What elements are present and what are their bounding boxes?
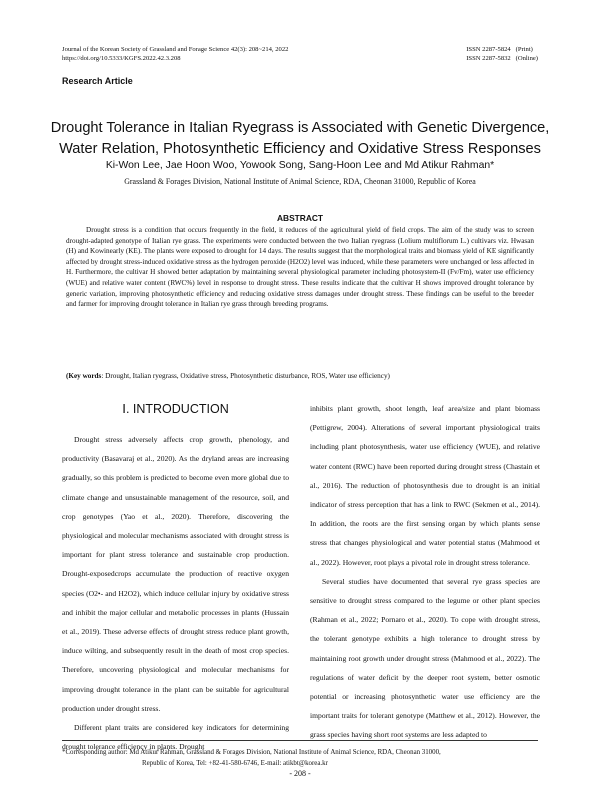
right-column bbox=[310, 399, 540, 745]
issn-online: ISSN 2287-5832 (Online) bbox=[466, 55, 538, 62]
paragraph: inhibits plant growth, shoot length, leaf area/size and plant biomass (Pettigrew, 2004). Alterations of several important physiological traits including plant photosynthesis, water use efficiency (WUE), and relative water content (RWC) have been reported during drought stress (Chastain et al., 2016). The reduction of photosynthesis due to drought is an initial indicator of stress perception that has a link to RWC (Sekmen et al., 2014). In addition, the roots are the first sensing organ by which plants sense stress that changes physiological and water potential status (Mahmood et al., 2022). However, root plays a pivotal role in drought stress tolerance. bbox=[310, 404, 540, 567]
affiliation: Grassland & Forages Division, National Institute of Animal Science, RDA, Cheonan 31000, Republic of Korea bbox=[124, 177, 476, 186]
paragraph: Different plant traits are considered key indicators for determining drought tolerance efficiency in plants. Drought bbox=[62, 723, 289, 752]
footnote-line-1: *Corresponding author: Md Atikur Rahman, Grassland & Forages Division, National Institute of Animal Science, RDA, Cheonan 31000, bbox=[62, 749, 441, 756]
abstract-heading: ABSTRACT bbox=[276, 213, 324, 223]
title-line-2: Water Relation, Photosynthetic Efficiency and Oxidative Stress Responses bbox=[59, 141, 541, 157]
title-line-1: Drought Tolerance in Italian Ryegrass is Associated with Genetic Divergence, bbox=[50, 120, 550, 136]
keywords bbox=[66, 371, 534, 381]
left-column bbox=[62, 400, 289, 756]
keywords-list: : Drought, Italian ryegrass, Oxidative stress, Photosynthetic disturbance, ROS, Water use efficiency) bbox=[101, 372, 390, 380]
keywords-label: (Key words bbox=[66, 372, 102, 380]
paragraph: Several studies have documented that several rye grass species are sensitive to drought stress compared to the legume or other plant species (Rahman et al., 2022; Pornaro et al., 2020). To cope with drought stress, the tolerant genotype exhibits a high tolerance to drought stress by maintaining root growth under drought stress (Mahmood et al., 2022). The regulations of water deficit by the deeper root system, better osmotic potential or increasing photosynthetic water use efficiency are the important traits for tolerant genotype (Matthew et al., 2012). However, the grass species having short root systems are less adapted to bbox=[310, 576, 540, 740]
article-type: Research Article bbox=[62, 76, 133, 86]
journal-citation: Journal of the Korean Society of Grassland and Forage Science 42(3): 208~214, 2022 bbox=[62, 46, 289, 53]
corresponding-author-footnote bbox=[62, 740, 538, 769]
paper-title bbox=[30, 118, 570, 160]
issn-print: ISSN 2287-5824 (Print) bbox=[466, 46, 533, 53]
author-list: Ki-Won Lee, Jae Hoon Woo, Yowook Song, Sang-Hoon Lee and Md Atikur Rahman* bbox=[105, 160, 495, 171]
section-heading-introduction: Ⅰ. INTRODUCTION bbox=[122, 402, 229, 416]
paragraph: Drought stress adversely affects crop growth, phenology, and productivity (Basavaraj et al., 2020). As the dryland areas are increasing gradually, so this problem is predicted to become even more global due to climate change and unsustainable management of the resource, soil, and crop genotypes (Yao et al., 2020). Therefore, discovering the physiological and molecular mechanisms associated with drought stress is important for plant stress tolerance and sustainable crop production. Drought-exposedcrops accumulate the production of reactive oxygen species (O2•- and H2O2), which induce cellular injury by oxidative stress and inhibit the major cellular and metabolic processes in plants (Hussain et al., 2019). These adverse effects of drought stress reduce plant growth, induce wilting, and subsequently result in the death of most crop species. Therefore, uncovering physiological and molecular mechanisms for improving drought tolerance in the plant can be suitable for agricultural production under drought stress. bbox=[62, 435, 289, 713]
doi-link[interactable]: https://doi.org/10.5333/KGFS.2022.42.3.208 bbox=[62, 55, 181, 62]
abstract-text: Drought stress is a condition that occurs frequently in the field, it reduces of the agricultural yield of field crops. The aim of the study was to screen drought-adapted genotype of Italian rye grass. The experiments were conducted between the two Italian ryegrass (Lolium multiflorum L.) cultivars viz. Hwasan (H) and Kowinearly (KE). The plants were exposed to drought for 14 days. The results suggest that the morphological traits and biomass yield of KE significantly affected by drought stress-induced oxidative stress as the hydrogen peroxide (H2O2) level was induced, while these parameters were unchanged or less affected in H. Furthermore, the cultivar H showed better adaptation by maintaining several physiological parameter including photosystem-II (Fv/Fm), water use efficiency (WUE) and relative water content (RWC%) level in response to drought stress. These results indicate that the cultivar H shows improved drought tolerance by generic variation, improving photosynthetic efficiency and reducing oxidative stress damages under drought stress. These findings can be useful to the breeder and farmer for improving drought tolerance in Italian rye grass through breeding programs. bbox=[66, 226, 534, 309]
page-number: - 208 - bbox=[289, 769, 311, 778]
footnote-line-2: Republic of Korea, Tel: +82-41-580-6746, E-mail: atikbt@korea.kr bbox=[142, 759, 328, 767]
